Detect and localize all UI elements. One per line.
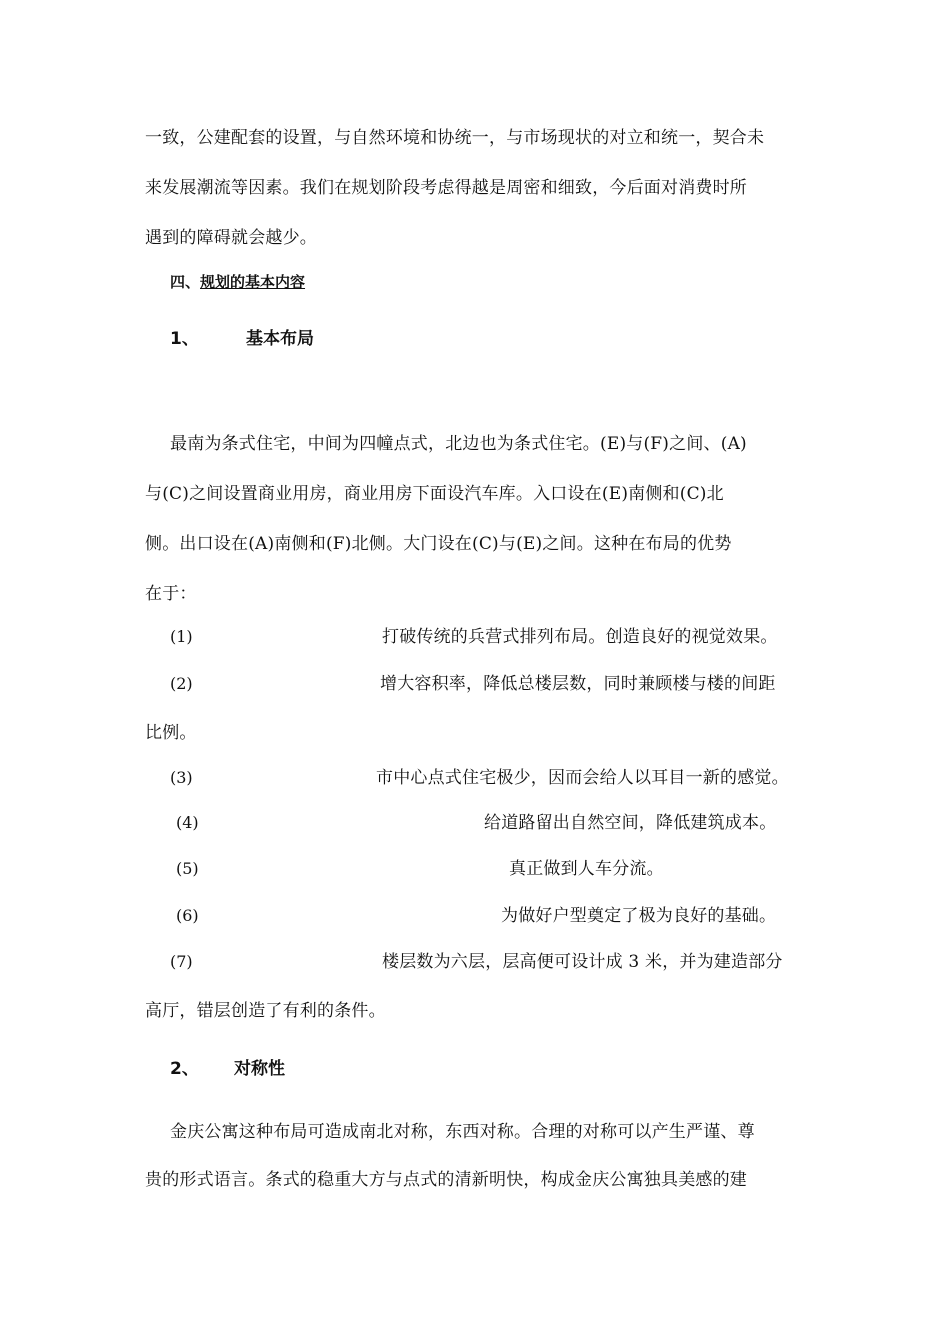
advantage-2-continuation: 比例。: [145, 723, 197, 743]
intro-line-3: 遇到的障碍就会越少。: [145, 228, 317, 248]
intro-line-1: 一致，公建配套的设置，与自然环境和协统一，与市场现状的对立和统一，契合未: [145, 128, 765, 148]
subsection-1-title: 基本布局: [246, 329, 314, 349]
advantage-4-number: (4): [176, 813, 199, 832]
advantage-7-text: 楼层数为六层，层高便可设计成 3 米，并为建造部分: [382, 952, 783, 972]
advantage-5-number: (5): [176, 859, 199, 878]
layout-para-line-4: 在于：: [145, 584, 197, 604]
advantage-2-number: (2): [170, 674, 193, 693]
advantage-7-continuation: 高厅，错层创造了有利的条件。: [145, 1001, 386, 1021]
advantage-5-text: 真正做到人车分流。: [509, 859, 664, 879]
subsection-1-number: 1、: [170, 329, 199, 349]
advantage-1-text: 打破传统的兵营式排列布局。创造良好的视觉效果。: [382, 627, 778, 647]
advantage-1-number: (1): [170, 627, 193, 646]
advantage-2-text: 增大容积率，降低总楼层数，同时兼顾楼与楼的间距: [380, 674, 776, 694]
subsection-2-title: 对称性: [234, 1059, 285, 1079]
layout-para-line-3: 侧。出口设在(A)南侧和(F)北侧。大门设在(C)与(E)之间。这种在布局的优势: [145, 534, 732, 554]
advantage-3-text: 市中心点式住宅极少，因而会给人以耳目一新的感觉。: [376, 768, 789, 788]
subsection-2-number: 2、: [170, 1059, 199, 1079]
section-4-prefix: 四、: [170, 273, 201, 291]
intro-line-2: 来发展潮流等因素。我们在规划阶段考虑得越是周密和细致，今后面对消费时所: [145, 178, 747, 198]
advantage-3-number: (3): [170, 768, 193, 787]
advantage-6-text: 为做好户型奠定了极为良好的基础。: [501, 906, 777, 926]
section-4-heading: [170, 271, 305, 293]
symmetry-para-line-1: 金庆公寓这种布局可造成南北对称，东西对称。合理的对称可以产生严谨、尊: [170, 1122, 755, 1142]
advantage-6-number: (6): [176, 906, 199, 925]
section-4-title: 规划的基本内容: [200, 273, 306, 291]
symmetry-para-line-2: 贵的形式语言。条式的稳重大方与点式的清新明快，构成金庆公寓独具美感的建: [145, 1170, 747, 1190]
advantage-4-text: 给道路留出自然空间，降低建筑成本。: [484, 813, 777, 833]
layout-para-line-1: 最南为条式住宅，中间为四幢点式，北边也为条式住宅。(E)与(F)之间、(A): [170, 434, 747, 454]
layout-para-line-2: 与(C)之间设置商业用房，商业用房下面设汽车库。入口设在(E)南侧和(C)北: [145, 484, 724, 504]
advantage-7-number: (7): [170, 952, 193, 971]
